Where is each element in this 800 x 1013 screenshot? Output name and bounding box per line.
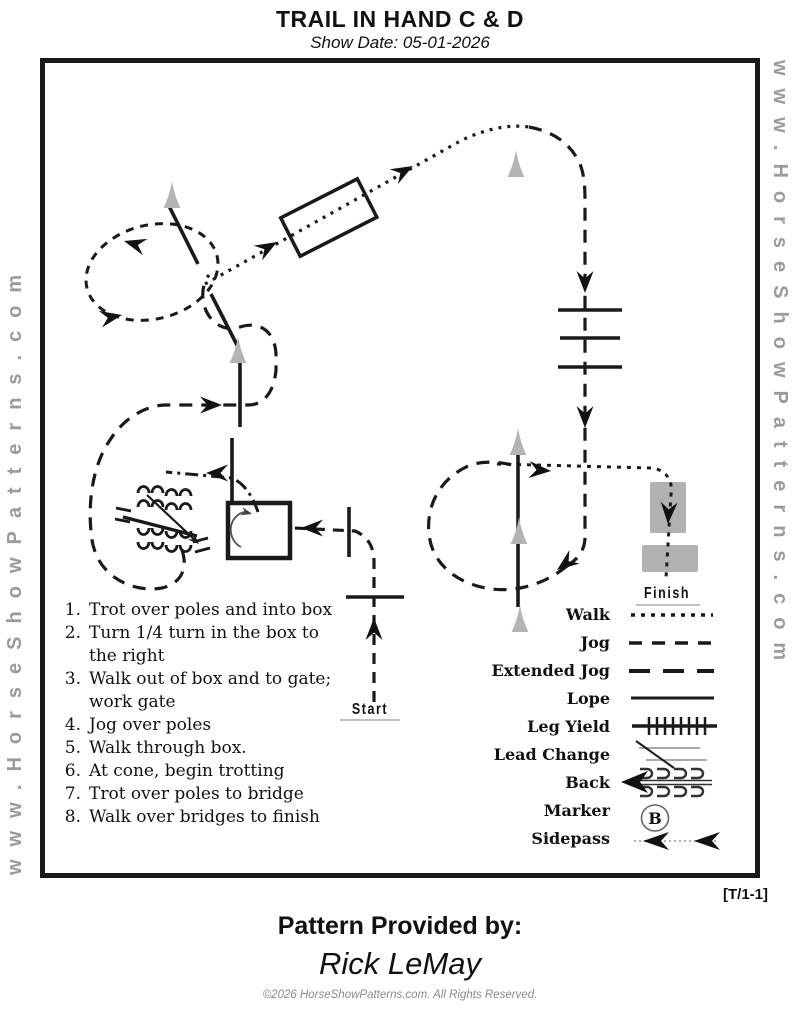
direction-arrows <box>99 159 678 640</box>
watermark-right: www.HorseShowPatterns.com <box>769 60 791 674</box>
path-upper-loop <box>76 210 229 334</box>
legend-label-marker: Marker <box>543 801 610 820</box>
show-date: Show Date: 05-01-2026 <box>310 33 490 52</box>
provider-name: Rick LeMay <box>319 946 481 981</box>
legend-label-lope: Lope <box>566 689 610 708</box>
sidepass-icon <box>634 832 720 850</box>
instruction-item: 7. Trot over poles to bridge <box>64 784 304 804</box>
legend-label-sidepass: Sidepass <box>531 829 610 848</box>
arrow-after-bridgebox <box>390 159 417 185</box>
provided-by-heading: Pattern Provided by: <box>277 912 523 940</box>
legend-label-lead-change: Lead Change <box>493 745 610 764</box>
path-diagonal-walk <box>205 126 529 284</box>
legend-label-back: Back <box>565 773 610 792</box>
cone <box>164 181 181 208</box>
arrow-to-gate <box>206 465 228 482</box>
cone <box>511 517 528 544</box>
instruction-item: 6. At cone, begin trotting <box>64 761 285 781</box>
copyright-notice: ©2026 HorseShowPatterns.com. All Rights Reserved. <box>262 989 538 1001</box>
arrow-before-bridgebox <box>254 235 282 261</box>
legend-label-walk: Walk <box>565 605 610 624</box>
pole-diagonal-2 <box>211 294 238 347</box>
instruction-item: 8. Walk over bridges to finish <box>64 807 320 827</box>
finish-underline <box>636 604 700 606</box>
instruction-item: 1. Trot over poles and into box <box>64 600 333 620</box>
gate <box>115 487 210 553</box>
leg-yield-icon <box>632 717 717 735</box>
arrow-loop-top <box>122 233 148 255</box>
start-label: Start <box>351 701 389 718</box>
path-jog-descent <box>529 127 585 566</box>
cone <box>230 336 247 363</box>
cones <box>164 150 529 632</box>
instruction-item: 5. Walk through box. <box>64 738 247 758</box>
legend-label-jog: Jog <box>580 633 610 652</box>
page-title: TRAIL IN HAND C & D <box>275 6 524 32</box>
path-gate-loop <box>90 275 276 589</box>
bridge-horizontal <box>642 545 698 572</box>
marker-letter: B <box>648 809 662 828</box>
quarter-turn-arrow <box>231 512 250 547</box>
marker-icon <box>642 805 669 831</box>
path-cone-circle <box>429 462 567 590</box>
finish-label: Finish <box>643 585 691 602</box>
legend-symbols <box>621 615 720 850</box>
legend-label-leg-yield: Leg Yield <box>527 717 610 736</box>
watermark-left: www.HorseShowPatterns.com <box>4 261 26 875</box>
instruction-item: 2. Turn 1/4 turn in the box to the right <box>64 623 319 666</box>
cone <box>510 428 527 455</box>
instruction-item: 4. Jog over poles <box>64 715 212 735</box>
lead-change-icon <box>636 741 707 768</box>
instruction-item: 3. Walk out of box and to gate; work gate <box>64 669 332 712</box>
cone <box>508 150 525 177</box>
legend-label-extended-jog: Extended Jog <box>491 661 610 680</box>
pole-diагonal-1 <box>169 206 198 264</box>
pattern-code: [T/1-1] <box>723 886 768 903</box>
back-icon <box>621 769 712 796</box>
instructions-list <box>55 599 355 829</box>
bridge-box <box>281 179 377 256</box>
